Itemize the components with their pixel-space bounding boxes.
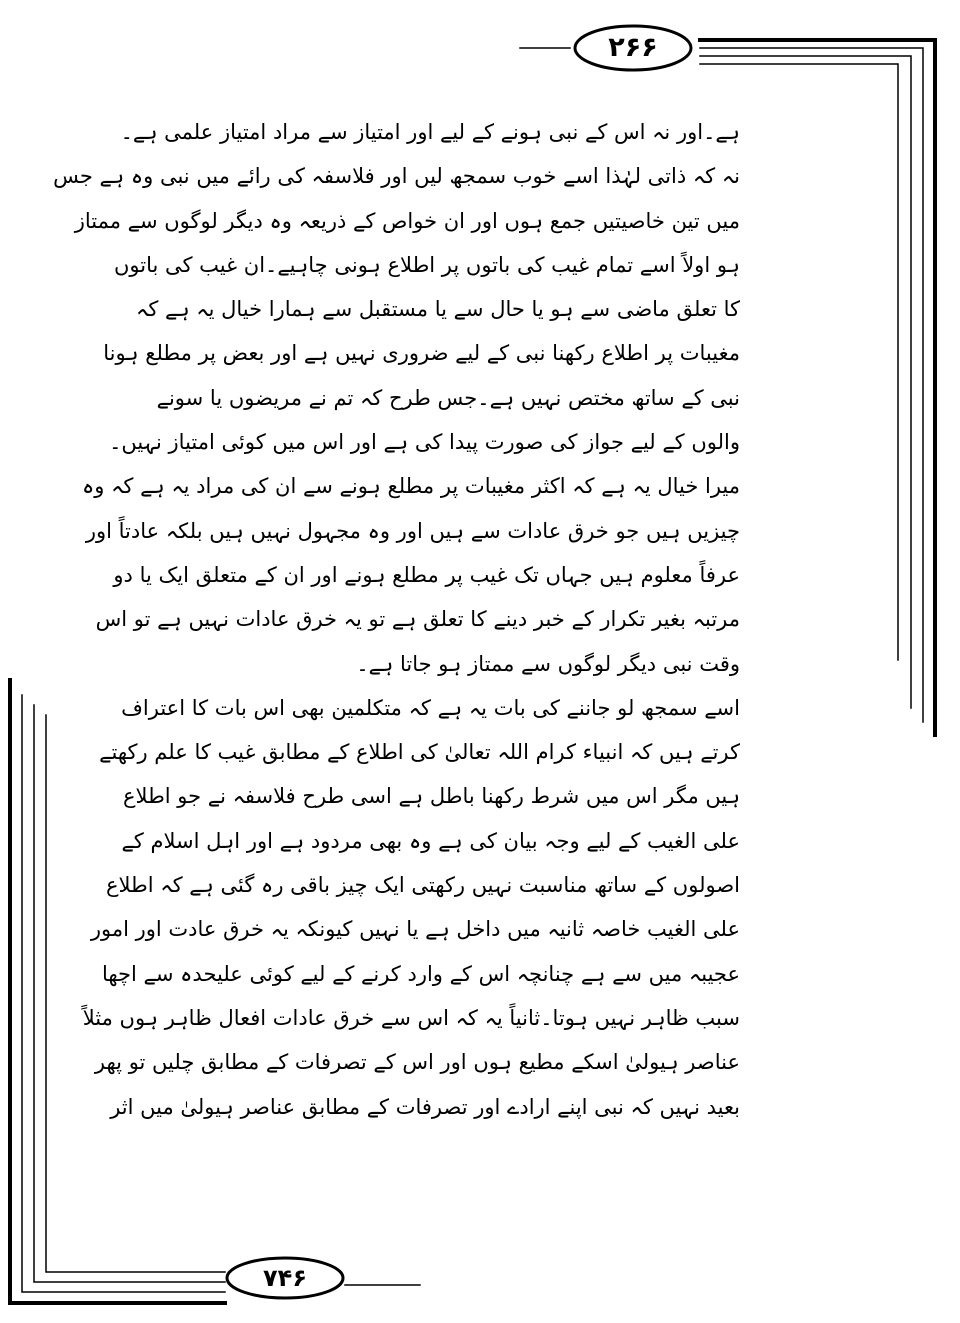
- text-line: والوں کے لیے جواز کی صورت پیدا کی ہے اور اس میں کوئی امتیاز نہیں۔: [109, 430, 740, 455]
- text-line: اصولوں کے ساتھ مناسبت نہیں رکھتی ایک چیز باقی رہ گئی ہے کہ اطلاع: [105, 873, 740, 898]
- text-line: مرتبہ بغیر تکرار کے خبر دینے کا تعلق ہے تو یہ خرق عادات نہیں ہے تو اس: [95, 607, 740, 632]
- text-line: چیزیں ہیں جو خرق عادات سے ہیں اور وہ مجہول نہیں ہیں بلکہ عادتاً اور: [85, 518, 740, 543]
- text-line: میرا خیال یہ ہے کہ اکثر مغیبات پر مطلع ہونے سے ان کی مراد یہ ہے کہ وہ: [81, 474, 740, 499]
- text-line: ہیں مگر اس میں شرط رکھنا باطل ہے اسی طرح فلاسفہ نے جو اطلاع: [123, 784, 740, 809]
- text-line: کرتے ہیں کہ انبیاء کرام اللہ تعالیٰ کی اطلاع کے مطابق غیب کا علم رکھتے: [99, 740, 740, 765]
- text-line: نہ کہ ذاتی لہٰذا اسے خوب سمجھ لیں اور فلاسفہ کی رائے میں نبی وہ ہے جس: [53, 164, 740, 189]
- text-line: وقت نبی دیگر لوگوں سے ممتاز ہو جاتا ہے۔: [356, 651, 740, 676]
- text-line: عناصر ہیولیٰ اسکے مطیع ہوں اور اس کے تصرفات کے مطابق چلیں تو پھر: [94, 1050, 740, 1075]
- text-line: نبی کے ساتھ مختص نہیں ہے۔جس طرح کہ تم نے مریضوں یا سونے: [156, 385, 740, 410]
- text-line: سبب ظاہر نہیں ہوتا۔ثانیاً یہ کہ اس سے خرق عادات افعال ظاہر ہوں مثلاً: [82, 1005, 740, 1030]
- text-line: علی الغیب خاصہ ثانیہ میں داخل ہے یا نہیں کیونکہ یہ خرق عادت اور امور: [90, 917, 740, 942]
- text-line: مغیبات پر اطلاع رکھنا نبی کے لیے ضروری نہیں ہے اور بعض پر مطلع ہونا: [103, 341, 740, 366]
- text-line: میں تین خاصیتیں جمع ہوں اور ان خواص کے ذریعہ وہ دیگر لوگوں سے ممتاز: [74, 208, 740, 233]
- text-line: کا تعلق ماضی سے ہو یا حال سے یا مستقبل سے ہمارا خیال یہ ہے کہ: [136, 297, 740, 322]
- text-line: عجیبہ میں سے ہے چنانچہ اس کے وارد کرنے کے لیے کوئی علیحدہ سے اچھا: [101, 961, 740, 986]
- text-line: بعید نہیں کہ نبی اپنے ارادے اور تصرفات کے مطابق عناصر ہیولیٰ میں اثر: [110, 1094, 740, 1119]
- page-number-top: ۲۶۶: [608, 32, 658, 63]
- text-line: ہو اولاً اسے تمام غیب کی باتوں پر اطلاع ہونی چاہیے۔ان غیب کی باتوں: [113, 252, 740, 277]
- text-line: علی الغیب کے لیے وجہ بیان کی ہے وہ بھی مردود ہے اور اہل اسلام کے: [121, 828, 740, 853]
- text-line: ہے۔اور نہ اس کے نبی ہونے کے لیے اور امتیاز سے مراد امتیاز علمی ہے۔: [120, 120, 740, 144]
- text-line: عرفاً معلوم ہیں جہاں تک غیب پر مطلع ہونے اور ان کے متعلق ایک یا دو: [113, 562, 740, 587]
- text-line: اسے سمجھ لو جاننے کی بات یہ ہے کہ متکلمین بھی اس بات کا اعتراف: [121, 695, 740, 720]
- body-text: [53, 110, 740, 1129]
- page-number-bottom: ۷۴۶: [263, 1264, 307, 1292]
